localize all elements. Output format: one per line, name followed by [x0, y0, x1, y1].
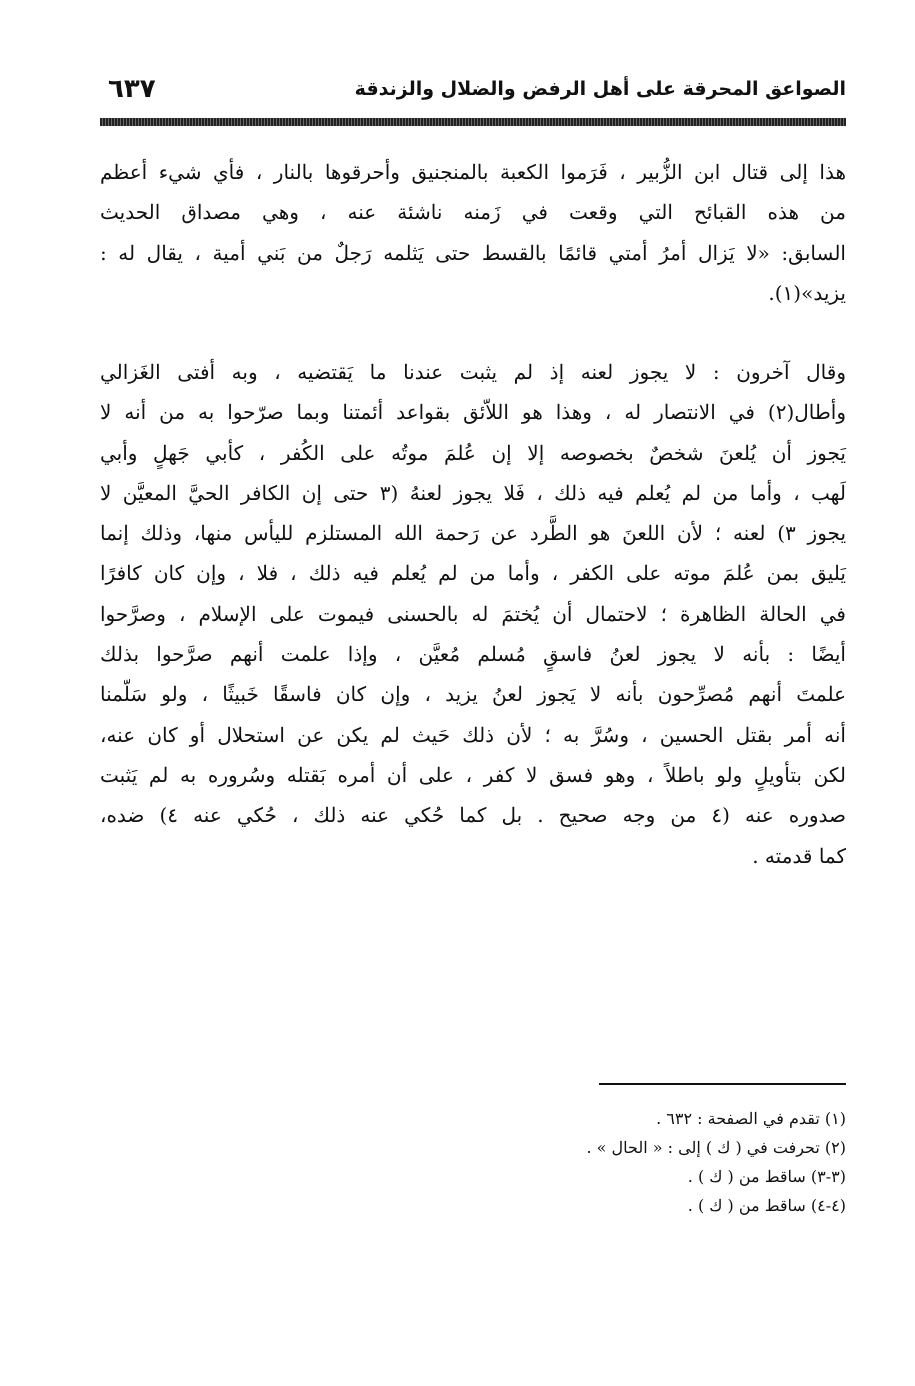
paragraph-1 — [100, 152, 846, 313]
footnotes — [100, 1104, 846, 1220]
text-line: في الحالة الظاهرة ؛ لاحتمال أن يُختمَ له بالحسنى فيموت على الإسلام ، وصرَّحوا — [100, 601, 846, 626]
text-line: علمتَ أنهم مُصرِّحون بأنه لا يَجوز لعنُ يزيد ، وإن كان فاسقًا خَبيثًا ، ولو سَلّمنا — [100, 682, 846, 707]
footnote-separator — [599, 1083, 846, 1085]
text-line: يزيد»(١). — [768, 280, 846, 305]
text-line: وقال آخرون : لا يجوز لعنه إذ لم يثبت عندنا ما يَقتضيه ، وبه أفتى الغَزالي — [100, 360, 846, 384]
running-title: الصواعق المحرقة على أهل الرفض والضلال والزندقة — [354, 78, 846, 100]
footnote: (٤-٤) ساقط من ( ك ) . — [687, 1196, 846, 1215]
text-line: هذا إلى قتال ابن الزُّبير ، فَرَموا الكعبة بالمنجنيق وأحرقوها بالنار ، فأي شيء أعظم — [100, 160, 846, 184]
text-line: من هذه القبائح التي وقعت في زَمنه ناشئة عنه ، وهي مصداق الحديث — [100, 200, 846, 225]
text-line: يَجوز أن يُلعنَ شخصٌ بخصوصه إلا إن عُلمَ موتُه على الكُفر ، كأبي جَهلٍ وأبي — [100, 440, 846, 465]
text-line: لَهب ، وأما من لم يُعلم فيه ذلك ، فَلا يجوز لعنهُ (٣ حتى إن الكافر الحيَّ المعيَّن لا — [100, 480, 846, 505]
text-line: صدوره عنه (٤ من وجه صحيح . بل كما حُكي عنه ذلك ، حُكي عنه ٤) ضده، — [100, 803, 847, 828]
text-line: لكن بتأويلٍ ولو باطلاً ، وهو فسق لا كفر ، على أن أمره بَقتله وسُروره به لم يَثبت — [100, 762, 846, 787]
footnote: (٣-٣) ساقط من ( ك ) . — [687, 1167, 846, 1186]
paragraph-2 — [100, 352, 846, 876]
text-line: السابق: «لا يَزال أمرُ أمتي قائمًا بالقسط حتى يَثلمه رَجلٌ من بَني أمية ، يقال له : — [100, 240, 846, 265]
text-line: أنه أمر بقتل الحسين ، وسُرَّ به ؛ لأن ذلك حَيث لم يكن عن استحلال أو كان عنه، — [100, 722, 846, 747]
text-line: يَليق بمن عُلمَ موته على الكفر ، وأما من لم يُعلم فيه ذلك ، فلا ، وإن كان كافرًا — [100, 561, 846, 586]
header-rule — [100, 118, 846, 126]
footnote: (١) تقدم في الصفحة : ٦٣٢ . — [656, 1109, 846, 1128]
text-line: يجوز ٣) لعنه ؛ لأن اللعنَ هو الطَّرد عن رَحمة الله المستلزم لليأس منها، وذلك إنما — [100, 521, 847, 546]
page-number: ٦٣٧ — [108, 74, 156, 104]
text-line: أيضًا : بأنه لا يجوز لعنُ فاسقٍ مُسلم مُعيَّن ، وإذا علمت أنهم صرَّحوا بذلك — [100, 642, 846, 667]
text-line: وأطال(٢) في الانتصار له ، وهذا هو اللاّئق بقواعد أئمتنا وبما صرّحوا به من أنه لا — [100, 400, 846, 425]
text-line: كما قدمته . — [752, 843, 846, 868]
footnote: (٢) تحرفت في ( ك ) إلى : « الحال » . — [586, 1138, 846, 1157]
running-head — [100, 74, 846, 114]
